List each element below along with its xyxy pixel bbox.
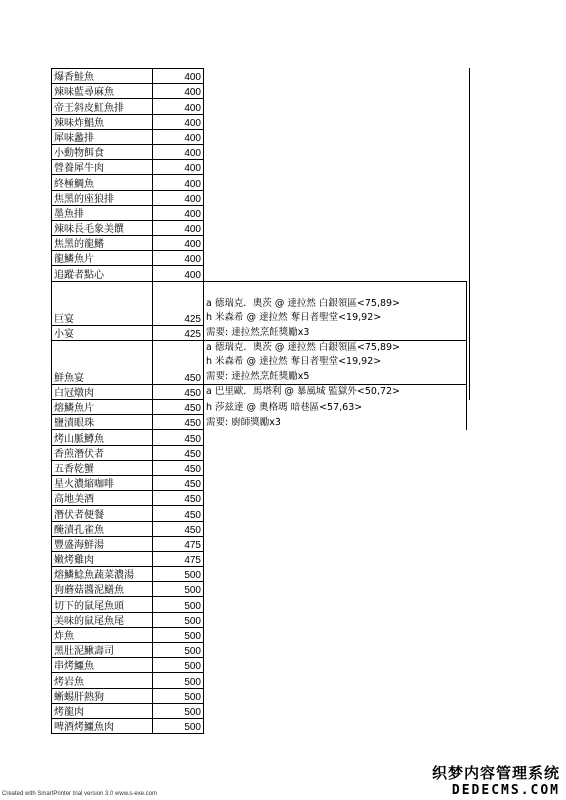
skill-level: 400 [153, 99, 204, 114]
site-watermark [432, 762, 560, 798]
vendor-note [204, 491, 467, 506]
table-row [52, 400, 467, 415]
skill-level: 400 [153, 160, 204, 175]
note-line: h 米森希 @ 達拉然 奪日者聖堂<19,92> [206, 356, 382, 368]
note-line: h 米森希 @ 達拉然 奪日者聖堂<19,92> [206, 311, 382, 323]
skill-level: 475 [153, 551, 204, 566]
recipe-name: 切下的鼠尾魚頭 [52, 597, 153, 612]
recipe-name: 潛伏者便餐 [52, 506, 153, 521]
recipe-name: 鮮魚宴 [52, 340, 153, 384]
table-row [52, 266, 467, 281]
table-row [52, 415, 467, 430]
table-row [52, 597, 467, 612]
table-row [52, 673, 467, 688]
recipe-name: 追蹤者點心 [52, 266, 153, 281]
vendor-note [204, 582, 467, 597]
recipe-name: 狗蘑菇醬泥鱔魚 [52, 582, 153, 597]
recipe-name: 犀味蠡排 [52, 129, 153, 144]
recipe-name: 美味的鼠尾魚尾 [52, 612, 153, 627]
skill-level: 425 [153, 325, 204, 340]
table-row [52, 144, 467, 159]
table-row [52, 688, 467, 703]
vendor-note [204, 384, 467, 399]
skill-level: 400 [153, 205, 204, 220]
note-line: 需要: 廚師獎勵x3 [206, 416, 281, 428]
table-row [52, 536, 467, 551]
skill-level: 500 [153, 612, 204, 627]
skill-level: 500 [153, 718, 204, 733]
vendor-note [204, 281, 467, 325]
recipe-name: 烤山脈鱒魚 [52, 430, 153, 445]
recipe-name: 串烤鱷魚 [52, 658, 153, 673]
vendor-note [204, 643, 467, 658]
recipe-name: 黑肚泥鰍壽司 [52, 643, 153, 658]
printer-footer: Created with SmartPrinter trial version 3.0 www.s-exe.com [2, 791, 158, 797]
note-line: 需要: 達拉然烹飪獎勵x3 [206, 326, 310, 338]
recipe-name: 鹽漬眼珠 [52, 415, 153, 430]
table-row [52, 475, 467, 490]
skill-level: 500 [153, 643, 204, 658]
vendor-note [204, 658, 467, 673]
recipe-name: 五香乾蟹 [52, 460, 153, 475]
recipe-name: 高地美酒 [52, 491, 153, 506]
skill-level: 450 [153, 384, 204, 399]
table-row [52, 69, 467, 84]
recipe-name: 豐盛海鮮湯 [52, 536, 153, 551]
skill-level: 400 [153, 236, 204, 251]
skill-level: 450 [153, 491, 204, 506]
recipe-name: 香煎潛伏者 [52, 445, 153, 460]
table-row [52, 340, 467, 384]
recipe-name: 熔鱗魚片 [52, 400, 153, 415]
vendor-note [204, 673, 467, 688]
table-row [52, 205, 467, 220]
vendor-note [204, 688, 467, 703]
recipe-name: 辣味藍尋麻魚 [52, 84, 153, 99]
table-row [52, 190, 467, 205]
vendor-note [204, 567, 467, 582]
recipe-name: 烤岩魚 [52, 673, 153, 688]
table-row [52, 627, 467, 642]
table-row [52, 384, 467, 399]
skill-level: 450 [153, 475, 204, 490]
skill-level: 500 [153, 688, 204, 703]
table-row [52, 582, 467, 597]
table-row [52, 445, 467, 460]
table-row [52, 325, 467, 340]
recipe-name: 墨魚排 [52, 205, 153, 220]
skill-level: 475 [153, 536, 204, 551]
vendor-note [204, 703, 467, 718]
skill-level: 400 [153, 175, 204, 190]
skill-level: 400 [153, 84, 204, 99]
skill-level: 400 [153, 190, 204, 205]
skill-level: 400 [153, 129, 204, 144]
skill-level: 500 [153, 703, 204, 718]
recipe-name: 巨宴 [52, 281, 153, 325]
skill-level: 450 [153, 445, 204, 460]
recipe-name: 終極鯛魚 [52, 175, 153, 190]
vendor-note [204, 718, 467, 733]
table-row [52, 99, 467, 114]
recipe-name: 龍鱗魚片 [52, 251, 153, 266]
table-row [52, 643, 467, 658]
table-row [52, 430, 467, 445]
skill-level: 400 [153, 144, 204, 159]
watermark-line-2: DEDECMS.COM [451, 783, 560, 798]
table-row [52, 160, 467, 175]
skill-level: 400 [153, 220, 204, 235]
vendor-note [204, 340, 467, 384]
table-row [52, 718, 467, 733]
skill-level: 450 [153, 415, 204, 430]
recipe-name: 熔鱗鯰魚蔬菜濃湯 [52, 567, 153, 582]
recipe-name: 營養犀牛肉 [52, 160, 153, 175]
table-row [52, 658, 467, 673]
vendor-note [204, 506, 467, 521]
vendor-note [204, 415, 467, 430]
table-row [52, 281, 467, 325]
skill-level: 450 [153, 521, 204, 536]
table-row [52, 129, 467, 144]
vendor-note [204, 475, 467, 490]
recipe-name: 焦黑的座狼排 [52, 190, 153, 205]
skill-level: 500 [153, 597, 204, 612]
recipe-name: 白冠燉肉 [52, 384, 153, 399]
skill-level: 500 [153, 673, 204, 688]
recipe-name: 醃漬孔雀魚 [52, 521, 153, 536]
recipe-name: 帝王斜皮魟魚排 [52, 99, 153, 114]
table-row [52, 236, 467, 251]
recipe-name: 烤龍肉 [52, 703, 153, 718]
vendor-note [204, 627, 467, 642]
skill-level: 500 [153, 627, 204, 642]
watermark-line-1: 织梦内容管理系统 [431, 764, 560, 782]
recipe-name: 小動物餌食 [52, 144, 153, 159]
recipe-name: 辣味長毛象美饌 [52, 220, 153, 235]
vendor-note [204, 400, 467, 415]
skill-level: 500 [153, 567, 204, 582]
table-row [52, 251, 467, 266]
note-line: 需要: 達拉然烹飪獎勵x5 [206, 370, 310, 382]
table-row [52, 551, 467, 566]
vendor-note [204, 460, 467, 475]
skill-level: 425 [153, 281, 204, 325]
vendor-note [204, 597, 467, 612]
table-row [52, 220, 467, 235]
skill-level: 500 [153, 658, 204, 673]
vendor-note [204, 445, 467, 460]
skill-level: 450 [153, 506, 204, 521]
table-row [52, 506, 467, 521]
table-row [52, 612, 467, 627]
skill-level: 450 [153, 340, 204, 384]
note-line: a 德瑞克．奧茨 @ 達拉然 白銀領區<75,89> [206, 342, 401, 354]
table-row [52, 521, 467, 536]
vendor-note [204, 430, 467, 445]
recipe-name: 炸魚 [52, 627, 153, 642]
skill-level: 450 [153, 400, 204, 415]
table-right-border [469, 68, 470, 400]
recipe-name: 小宴 [52, 325, 153, 340]
note-line: h 莎兹達 @ 奧格瑪 暗巷區<57,63> [206, 401, 363, 413]
vendor-note [204, 551, 467, 566]
recipe-name: 嫩烤雞肉 [52, 551, 153, 566]
skill-level: 400 [153, 69, 204, 84]
table-row [52, 567, 467, 582]
skill-level: 400 [153, 266, 204, 281]
recipe-name: 焦黑的龍鰭 [52, 236, 153, 251]
table-row [52, 460, 467, 475]
skill-level: 450 [153, 430, 204, 445]
vendor-note [204, 521, 467, 536]
note-line: a 巴里歐．馬塔利 @ 暴風城 監獄外<50,72> [206, 386, 401, 398]
recipe-table [51, 68, 467, 734]
vendor-note [204, 612, 467, 627]
table-row [52, 175, 467, 190]
skill-level: 400 [153, 114, 204, 129]
skill-level: 400 [153, 251, 204, 266]
recipe-name: 辣味炸鯧魚 [52, 114, 153, 129]
note-line: a 德瑞克．奧茨 @ 達拉然 白銀領區<75,89> [206, 297, 401, 309]
table-row [52, 114, 467, 129]
table-row [52, 84, 467, 99]
table-row [52, 703, 467, 718]
skill-level: 450 [153, 460, 204, 475]
recipe-name: 蜥蜴肝熱狗 [52, 688, 153, 703]
vendor-note [204, 536, 467, 551]
recipe-name: 爆香鮭魚 [52, 69, 153, 84]
recipe-name: 星火濃縮咖啡 [52, 475, 153, 490]
vendor-note [204, 325, 467, 340]
skill-level: 500 [153, 582, 204, 597]
recipe-name: 啤酒烤鱷魚肉 [52, 718, 153, 733]
table-row [52, 491, 467, 506]
